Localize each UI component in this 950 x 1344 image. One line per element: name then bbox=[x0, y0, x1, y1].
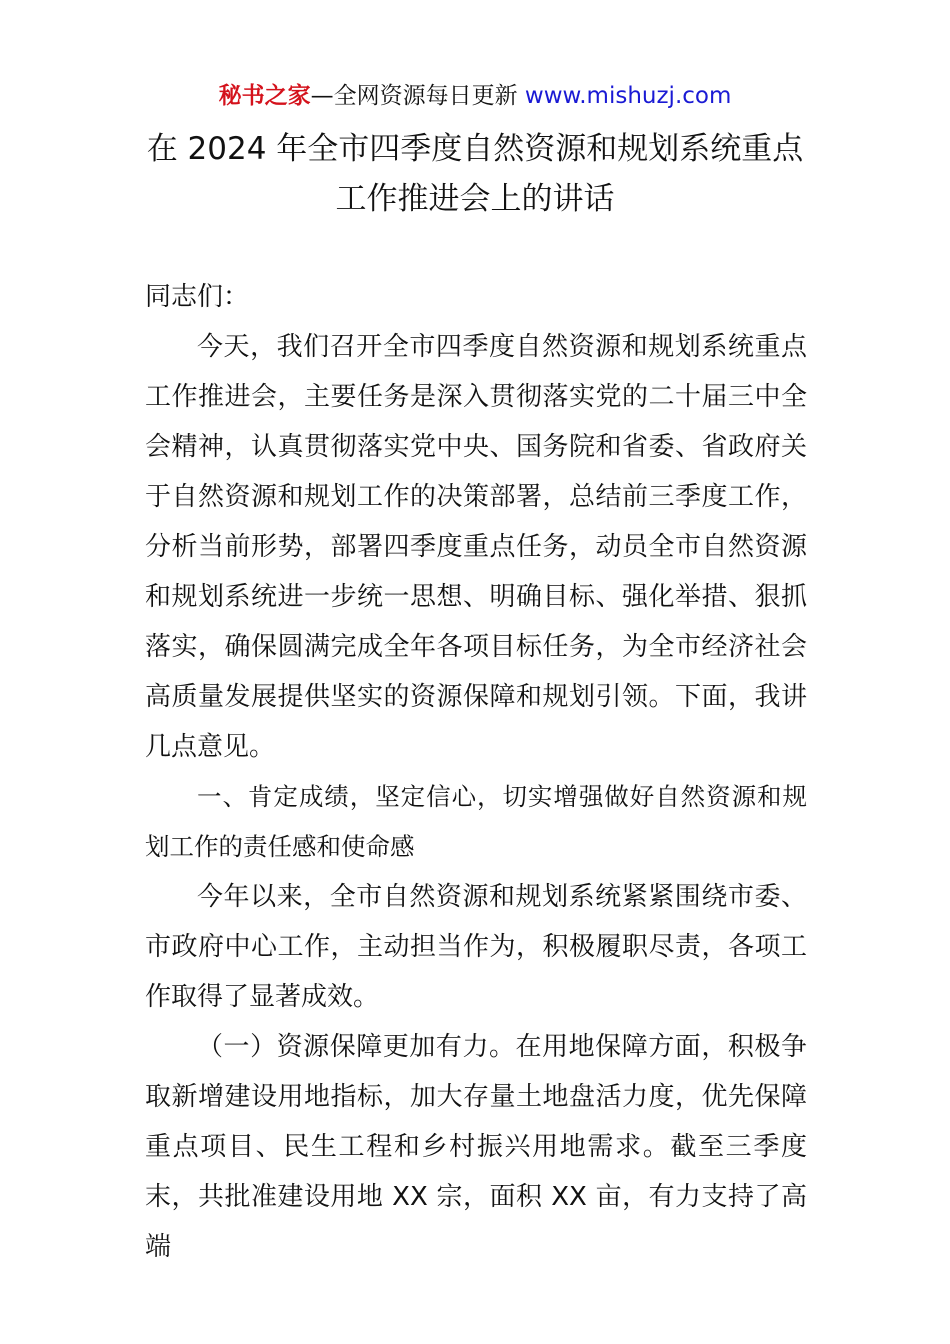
body-paragraph: 今年以来，全市自然资源和规划系统紧紧围绕市委、市政府中心工作，主动担当作为，积极履职尽责，各项工作取得了显著成效。 bbox=[145, 882, 807, 1012]
document-title-line-1: 在 2024 年全市四季度自然资源和规划系统重点 bbox=[146, 131, 804, 167]
site-tagline: —全网资源每日更新 bbox=[310, 83, 525, 109]
section-heading: 一、肯定成绩，坚定信心，切实增强做好自然资源和规划工作的责任感和使命感 bbox=[145, 782, 807, 861]
site-brand: 秘书之家 bbox=[218, 83, 311, 109]
document-body bbox=[145, 272, 807, 1272]
document-title-line-2: 工作推进会上的讲话 bbox=[335, 181, 615, 217]
document-title bbox=[120, 124, 830, 224]
body-paragraph: 今天，我们召开全市四季度自然资源和规划系统重点工作推进会，主要任务是深入贯彻落实党的二十届三中全会精神，认真贯彻落实党中央、国务院和省委、省政府关于自然资源和规划工作的决策部署，总结前三季度工作，分析当前形势，部署四季度重点任务，动员全市自然资源和规划系统进一步统一思想、明确目标、强化举措、狠抓落实，确保圆满完成全年各项目标任务，为全市经济社会高质量发展提供坚实的资源保障和规划引领。下面，我讲几点意见。 bbox=[145, 332, 807, 762]
site-header bbox=[0, 80, 950, 112]
site-url-link[interactable]: www.mishuzj.com bbox=[524, 83, 732, 109]
body-paragraph: （一）资源保障更加有力。在用地保障方面，积极争取新增建设用地指标，加大存量土地盘活力度，优先保障重点项目、民生工程和乡村振兴用地需求。截至三季度末，共批准建设用地 XX 宗，面积 XX 亩，有力支持了高端 bbox=[145, 1032, 807, 1262]
salutation: 同志们： bbox=[145, 282, 250, 312]
